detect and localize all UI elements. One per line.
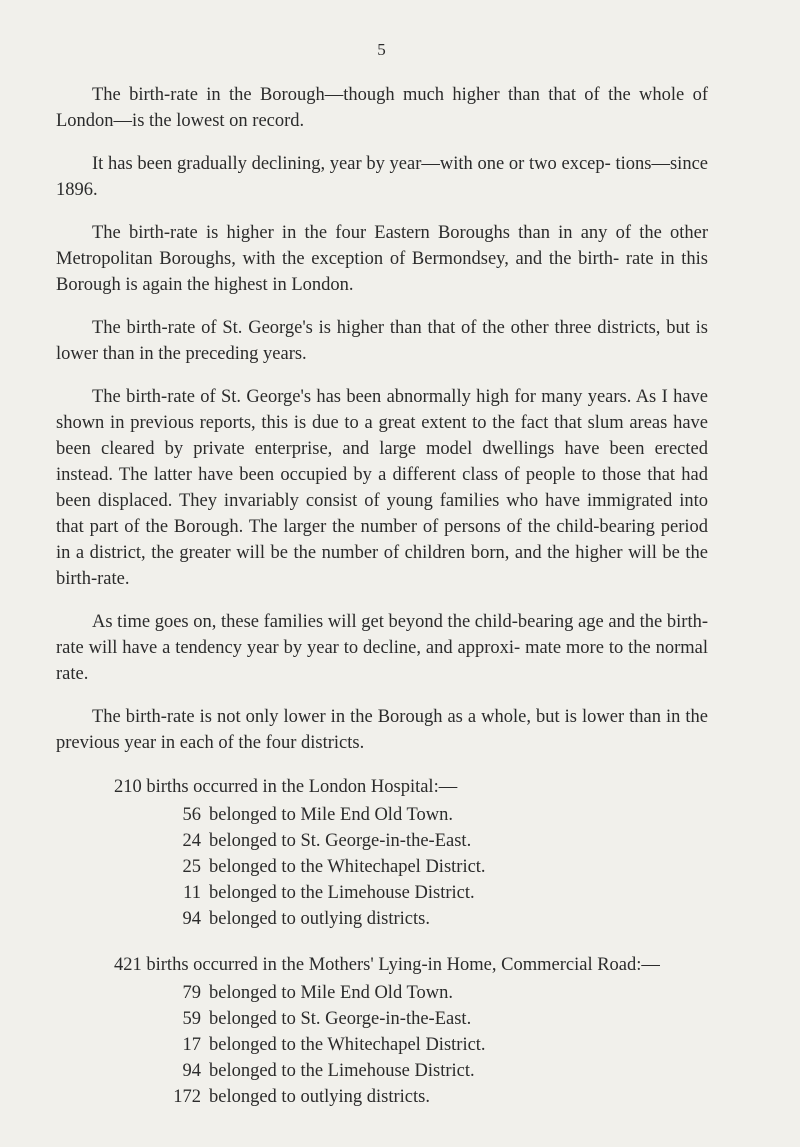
paragraph-6: As time goes on, these families will get beyond the child-bearing age and the birth-rate will have a tendency year by year to decline, and approxi- mate more to the normal rate.: [56, 612, 708, 684]
london-hospital-births: [56, 774, 708, 932]
item-text: belonged to outlying districts.: [209, 1087, 430, 1107]
list-item: [56, 906, 708, 932]
list-item: [56, 1006, 708, 1032]
item-count: 24: [182, 831, 201, 851]
paragraph-1: The birth-rate in the Borough—though much higher than that of the whole of London—is the lowest on record.: [56, 85, 708, 131]
item-text: belonged to St. George-in-the-East.: [209, 1009, 472, 1029]
list-item: [56, 1058, 708, 1084]
item-count: 11: [183, 883, 201, 903]
item-text: belonged to the Whitechapel District.: [209, 1035, 486, 1055]
item-count: 59: [182, 1009, 201, 1029]
item-count: 94: [182, 1061, 201, 1081]
list-item: [56, 1084, 708, 1110]
paragraph-3: The birth-rate is higher in the four Eastern Boroughs than in any of the other Metropolitan Boroughs, with the exception of Bermondsey, and the birth- rate in this Borough is again the highest in London.: [56, 223, 708, 295]
item-text: belonged to the Whitechapel District.: [209, 857, 486, 877]
lying-in-home-list: [56, 980, 708, 1110]
item-text: belonged to the Limehouse District.: [209, 1061, 475, 1081]
london-hospital-heading: 210 births occurred in the London Hospital:—: [114, 777, 458, 797]
item-count: 25: [182, 857, 201, 877]
item-count: 56: [182, 805, 201, 825]
item-text: belonged to Mile End Old Town.: [209, 983, 453, 1003]
item-count: 94: [182, 909, 201, 929]
item-text: belonged to Mile End Old Town.: [209, 805, 453, 825]
lying-in-home-births: [56, 952, 708, 1110]
page-number: 5: [377, 40, 387, 59]
item-text: belonged to St. George-in-the-East.: [209, 831, 472, 851]
list-item: [56, 980, 708, 1006]
list-item: [56, 1032, 708, 1058]
paragraph-7: The birth-rate is not only lower in the Borough as a whole, but is lower than in the previous year in each of the four districts.: [56, 707, 708, 753]
paragraph-4: The birth-rate of St. George's is higher than that of the other three districts, but is lower than in the preceding years.: [56, 318, 708, 364]
item-count: 172: [173, 1087, 201, 1107]
list-item: [56, 828, 708, 854]
london-hospital-list: [56, 802, 708, 932]
paragraph-2: It has been gradually declining, year by year—with one or two excep- tions—since 1896.: [56, 154, 708, 200]
item-text: belonged to the Limehouse District.: [209, 883, 475, 903]
item-count: 79: [182, 983, 201, 1003]
list-item: [56, 802, 708, 828]
item-count: 17: [182, 1035, 201, 1055]
list-item: [56, 854, 708, 880]
lying-in-home-heading: 421 births occurred in the Mothers' Lying-in Home, Commercial Road:—: [114, 955, 660, 975]
paragraph-5: The birth-rate of St. George's has been abnormally high for many years. As I have shown in previous reports, this is due to a great extent to the fact that slum areas have been cleared by private enterprise, and large model dwellings have been erected instead. The latter have been occupied by a different class of people to those that had been displaced. They invariably consist of young families who have immigrated into that part of the Borough. The larger the number of persons of the child-bearing period in a district, the greater will be the number of children born, and the higher will be the birth-rate.: [56, 387, 708, 589]
list-item: [56, 880, 708, 906]
item-text: belonged to outlying districts.: [209, 909, 430, 929]
